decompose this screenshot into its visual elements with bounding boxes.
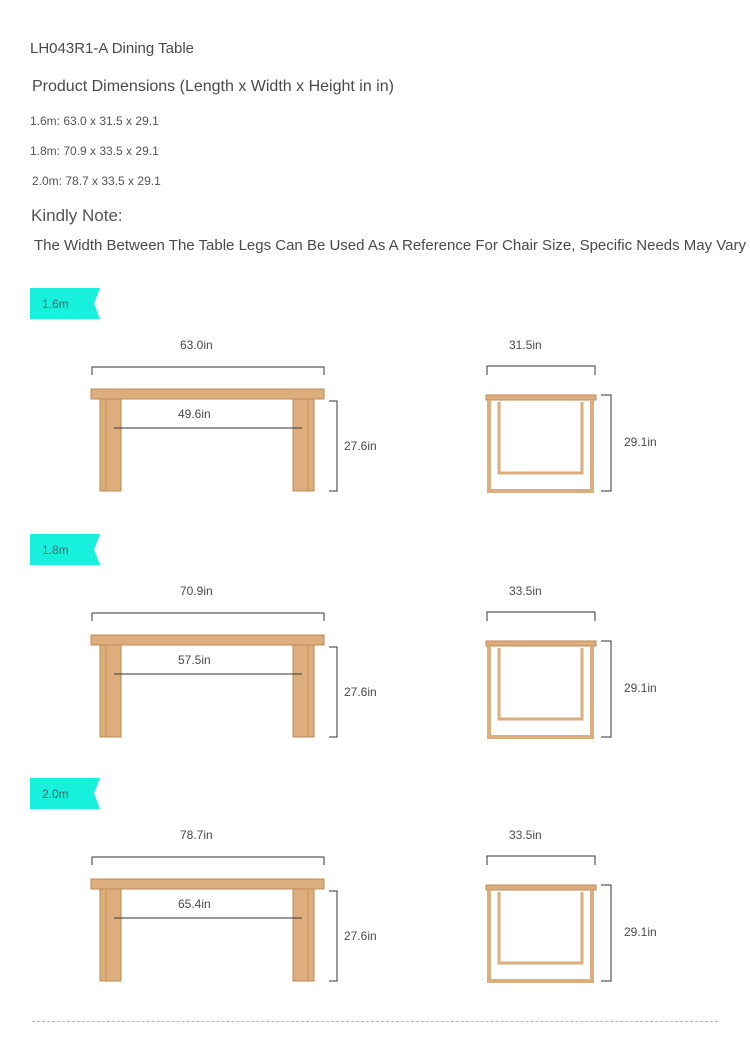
dimension-2-0m: 2.0m: 78.7 x 33.5 x 29.1 xyxy=(32,174,161,188)
length-label: 78.7in xyxy=(180,828,213,842)
section-1-8m xyxy=(0,576,750,776)
side-view xyxy=(486,612,611,737)
width-label: 33.5in xyxy=(509,584,542,598)
side-view xyxy=(486,856,611,981)
note-text: The Width Between The Table Legs Can Be Used As A Reference For Chair Size, Specific Needs May Vary xyxy=(34,237,747,254)
table-drawing xyxy=(0,820,750,990)
height-label: 27.6in xyxy=(344,685,377,699)
dimension-1-6m: 1.6m: 63.0 x 31.5 x 29.1 xyxy=(30,114,159,128)
leg-gap-label: 57.5in xyxy=(178,653,211,667)
section-2-0m xyxy=(0,820,750,1020)
dimension-1-8m: 1.8m: 70.9 x 33.5 x 29.1 xyxy=(30,144,159,158)
width-label: 33.5in xyxy=(509,828,542,842)
height-label: 27.6in xyxy=(344,439,377,453)
side-view xyxy=(486,366,611,491)
front-view xyxy=(91,367,337,491)
length-label: 63.0in xyxy=(180,338,213,352)
total-height-label: 29.1in xyxy=(624,681,657,695)
width-label: 31.5in xyxy=(509,338,542,352)
leg-gap-label: 65.4in xyxy=(178,897,211,911)
height-label: 27.6in xyxy=(344,929,377,943)
product-title: LH043R1-A Dining Table xyxy=(30,40,194,57)
badge-label: 1.6m xyxy=(42,297,69,311)
size-badge-1-8m xyxy=(30,534,100,565)
bottom-divider xyxy=(32,1021,718,1022)
table-drawing xyxy=(0,576,750,746)
badge-label: 1.8m xyxy=(42,543,69,557)
size-badge-1-6m xyxy=(30,288,100,319)
size-badge-2-0m xyxy=(30,778,100,809)
length-label: 70.9in xyxy=(180,584,213,598)
leg-gap-label: 49.6in xyxy=(178,407,211,421)
total-height-label: 29.1in xyxy=(624,925,657,939)
badge-label: 2.0m xyxy=(42,787,69,801)
front-view xyxy=(91,613,337,737)
section-1-6m xyxy=(0,330,750,530)
front-view xyxy=(91,857,337,981)
table-drawing xyxy=(0,330,750,500)
total-height-label: 29.1in xyxy=(624,435,657,449)
note-heading: Kindly Note: xyxy=(31,206,123,225)
dimensions-heading: Product Dimensions (Length x Width x Height in in) xyxy=(32,78,394,95)
